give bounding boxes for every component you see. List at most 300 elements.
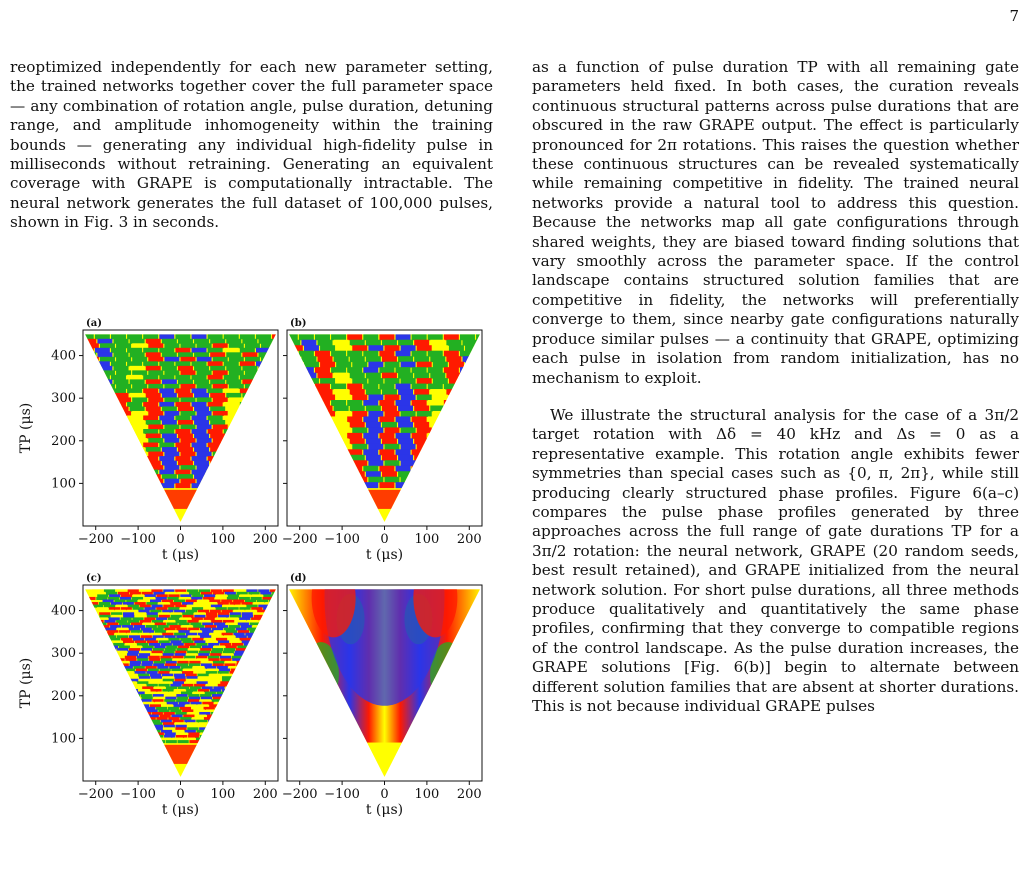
phase-region [194, 474, 209, 479]
phase-region [130, 420, 145, 425]
phase-region [116, 411, 131, 416]
phase-region [229, 343, 244, 348]
phase-region [127, 334, 142, 339]
phase-region [336, 444, 351, 450]
phase-region [481, 362, 496, 368]
phase-region [240, 388, 255, 393]
phase-region [240, 361, 255, 366]
phase-region [304, 411, 319, 417]
phase-region [430, 471, 445, 477]
phase-region [398, 356, 413, 362]
phase-region [259, 434, 274, 439]
phase-region [382, 455, 397, 461]
phase-region [279, 720, 290, 723]
phase-region [267, 656, 278, 659]
phase-region [95, 415, 110, 420]
phase-region [398, 471, 413, 477]
phase-region [240, 692, 251, 695]
phase-region [210, 339, 225, 344]
phase-region [113, 720, 124, 723]
phase-region [273, 630, 284, 633]
phase-region [256, 388, 271, 393]
phase-region [100, 452, 115, 457]
phase-region [320, 477, 335, 483]
phase-region [106, 697, 117, 700]
phase-region [208, 402, 223, 407]
phase-region [91, 679, 102, 682]
phase-region [194, 366, 209, 371]
phase-region [256, 681, 267, 684]
phase-region [127, 361, 142, 366]
phase-region [272, 402, 287, 407]
phase-region [446, 373, 461, 379]
phase-map [79, 334, 292, 524]
phase-region [269, 610, 280, 613]
phase-region [412, 482, 427, 488]
x-axis-label: t (μs) [365, 547, 404, 563]
phase-region [283, 433, 298, 439]
phase-region [164, 384, 179, 389]
phase-region [250, 702, 261, 705]
phase-region [263, 717, 274, 720]
y-tick-label: 200 [51, 433, 76, 449]
phase-region [192, 402, 207, 407]
phase-region [257, 689, 268, 692]
phase-region [131, 702, 142, 705]
phase-region [143, 483, 158, 488]
phase-region [224, 699, 235, 702]
phase-region [213, 452, 228, 457]
phase-region [162, 366, 177, 371]
phase-region [80, 727, 91, 730]
phase-region [259, 694, 270, 697]
phase-region [428, 400, 443, 406]
phase-region [235, 699, 246, 702]
phase-region [91, 676, 102, 679]
phase-region [463, 373, 478, 379]
phase-region [235, 725, 246, 728]
phase-region [192, 334, 207, 339]
phase-region [261, 411, 276, 416]
phase-region [175, 470, 190, 475]
phase-region [132, 707, 143, 710]
phase-region [379, 466, 394, 472]
phase-region [382, 422, 397, 428]
phase-region [253, 684, 264, 687]
phase-region [352, 378, 367, 384]
phase-region [446, 389, 461, 395]
phase-region [79, 429, 94, 434]
phase-region [257, 674, 268, 677]
phase-region [148, 465, 163, 470]
phase-region [242, 434, 257, 439]
phase-region [444, 416, 459, 422]
phase-region [412, 400, 427, 406]
phase-region [130, 339, 145, 344]
phase-region [334, 356, 349, 362]
phase-region [115, 676, 126, 679]
phase-region [283, 416, 298, 422]
phase-region [210, 447, 225, 452]
phase-region [175, 375, 190, 380]
phase-region [181, 370, 196, 375]
phase-region [382, 471, 397, 477]
phase-region [449, 395, 464, 401]
phase-region [109, 707, 120, 710]
phase-region [350, 373, 365, 379]
phase-region [111, 443, 126, 448]
phase-region [229, 465, 244, 470]
phase-region [116, 424, 131, 429]
phase-region [240, 375, 255, 380]
phase-region [208, 730, 219, 733]
phase-region [130, 406, 145, 411]
phase-region [301, 471, 316, 477]
phase-region [414, 455, 429, 461]
phase-region [244, 656, 255, 659]
phase-region [232, 720, 243, 723]
phase-region [240, 348, 255, 353]
phase-region [428, 482, 443, 488]
phase-region [285, 422, 300, 428]
phase-region [224, 388, 239, 393]
phase-region [175, 456, 190, 461]
phase-region [114, 366, 129, 371]
phase-region [417, 411, 432, 417]
phase-region [256, 456, 271, 461]
figure-pulse-phase-profiles [10, 310, 493, 818]
phase-region [460, 449, 475, 455]
phase-region [222, 722, 233, 725]
phase-region [194, 393, 209, 398]
phase-region [175, 415, 190, 420]
phase-region [91, 633, 102, 636]
phase-map [283, 334, 496, 524]
phase-region [229, 424, 244, 429]
phase-region [226, 339, 241, 344]
phase-region [192, 348, 207, 353]
phase-region [259, 699, 270, 702]
phase-region [396, 416, 411, 422]
phase-region [428, 384, 443, 390]
phase-region [256, 720, 267, 723]
phase-region [127, 443, 142, 448]
phase-region [246, 722, 257, 725]
phase-region [350, 422, 365, 428]
phase-region [285, 438, 300, 444]
phase-region [208, 415, 223, 420]
phase-region [258, 679, 269, 682]
phase-region [253, 671, 264, 674]
phase-region [178, 352, 193, 357]
phase-region [446, 356, 461, 362]
phase-region [127, 456, 142, 461]
phase-region [245, 704, 256, 707]
phase-region [95, 483, 110, 488]
phase-region [84, 411, 99, 416]
phase-region [116, 357, 131, 362]
phase-region [127, 429, 142, 434]
phase-region [401, 395, 416, 401]
phase-region [100, 411, 115, 416]
phase-region [143, 415, 158, 420]
phase-region [304, 378, 319, 384]
phase-region [194, 461, 209, 466]
phase-region [347, 367, 362, 373]
phase-region [143, 402, 158, 407]
phase-region [125, 720, 136, 723]
phase-region [82, 661, 93, 664]
phase-region [114, 420, 129, 425]
phase-region [132, 411, 147, 416]
phase-region [264, 625, 275, 628]
phase-region [255, 715, 266, 718]
phase-region [111, 684, 122, 687]
phase-region [242, 339, 257, 344]
phase-region [366, 405, 381, 411]
phase-region [230, 709, 241, 712]
phase-region [265, 671, 276, 674]
phase-region [244, 681, 255, 684]
phase-region [268, 681, 279, 684]
phase-region [164, 479, 179, 484]
phase-region [479, 422, 494, 428]
phase-region [194, 352, 209, 357]
x-tick-label: 0 [176, 787, 185, 802]
phase-region [208, 388, 223, 393]
phase-region [97, 447, 112, 452]
phase-region [130, 352, 145, 357]
x-tick-label: 100 [210, 787, 236, 802]
phase-region [93, 628, 104, 631]
phase-region [258, 653, 269, 656]
phase-region [304, 460, 319, 466]
phase-region [274, 702, 285, 705]
phase-region [132, 370, 147, 375]
phase-region [476, 334, 491, 340]
phase-region [247, 712, 258, 715]
phase-region [318, 455, 333, 461]
phase-region [259, 420, 274, 425]
phase-region [128, 712, 139, 715]
phase-region [266, 615, 277, 618]
phase-region [251, 717, 262, 720]
phase-region [97, 339, 112, 344]
phase-region [258, 722, 269, 725]
phase-region [282, 605, 293, 608]
phase-region [444, 482, 459, 488]
phase-region [430, 373, 445, 379]
phase-region [208, 429, 223, 434]
phase-region [104, 712, 115, 715]
phase-region [128, 725, 139, 728]
phase-region [256, 643, 267, 646]
phase-region [446, 340, 461, 346]
phase-region [224, 415, 239, 420]
phase-region [275, 594, 286, 597]
phase-region [99, 709, 110, 712]
phase-region [192, 456, 207, 461]
phase-region [208, 720, 219, 723]
phase-region [430, 356, 445, 362]
phase-region [98, 692, 109, 695]
phase-region [240, 483, 255, 488]
x-tick-label: 200 [252, 532, 278, 547]
phase-region [181, 479, 196, 484]
phase-region [84, 465, 99, 470]
phase-region [265, 640, 276, 643]
phase-region [189, 740, 200, 743]
phase-region [465, 460, 480, 466]
phase-region [334, 438, 349, 444]
phase-region [197, 465, 212, 470]
phase-region [412, 367, 427, 373]
phase-region [288, 460, 303, 466]
phase-region [265, 709, 276, 712]
phase-region [251, 707, 262, 710]
phase-region [283, 449, 298, 455]
phase-region [382, 373, 397, 379]
phase-region [91, 653, 102, 656]
phase-region [270, 727, 281, 730]
phase-region [162, 434, 177, 439]
x-axis-label: t (μs) [161, 802, 200, 818]
phase-region [320, 395, 335, 401]
phase-region [197, 343, 212, 348]
phase-region [162, 420, 177, 425]
y-tick-label: 200 [51, 688, 76, 704]
phase-region [334, 471, 349, 477]
phase-region [256, 730, 267, 733]
phase-region [130, 434, 145, 439]
phase-region [398, 405, 413, 411]
phase-region [315, 449, 330, 455]
phase-region [463, 389, 478, 395]
phase-region [178, 406, 193, 411]
phase-region [178, 366, 193, 371]
phase-region [382, 438, 397, 444]
phase-region [81, 474, 96, 479]
phase-region [226, 366, 241, 371]
phase-region [444, 384, 459, 390]
phase-region [304, 345, 319, 351]
phase-region [213, 424, 228, 429]
phase-region [277, 370, 292, 375]
phase-region [116, 727, 127, 730]
phase-region [245, 411, 260, 416]
phase-region [414, 389, 429, 395]
phase-region [281, 674, 292, 677]
phase-region [396, 334, 411, 340]
phase-region [93, 648, 104, 651]
phase-region [428, 466, 443, 472]
x-tick-label: 0 [380, 532, 389, 547]
phase-region [256, 402, 271, 407]
phase-region [81, 447, 96, 452]
phase-region [81, 461, 96, 466]
phase-region [304, 477, 319, 483]
phase-region [245, 384, 260, 389]
phase-region [350, 438, 365, 444]
phase-region [194, 434, 209, 439]
phase-region [181, 343, 196, 348]
phase-region [213, 357, 228, 362]
phase-region [245, 397, 260, 402]
phase-region [237, 661, 248, 664]
phase-region [249, 646, 260, 649]
phase-region [94, 663, 105, 666]
phase-region [446, 471, 461, 477]
phase-region [363, 367, 378, 373]
phase-region [159, 348, 174, 353]
phase-region [263, 617, 274, 620]
phase-region [444, 449, 459, 455]
phase-region [368, 411, 383, 417]
phase-region [162, 352, 177, 357]
phase-region [208, 443, 223, 448]
phase-region [100, 357, 115, 362]
phase-region [105, 648, 116, 651]
phase-region [208, 738, 219, 741]
phase-region [334, 455, 349, 461]
phase-region [334, 340, 349, 346]
x-tick-label: 200 [252, 787, 278, 802]
phase-region [261, 740, 272, 743]
phase-region [283, 466, 298, 472]
phase-region [164, 438, 179, 443]
phase-region [414, 438, 429, 444]
phase-region [271, 735, 282, 738]
phase-region [272, 443, 287, 448]
phase-region [143, 361, 158, 366]
phase-region [272, 334, 287, 339]
phase-region [268, 730, 279, 733]
phase-region [81, 434, 96, 439]
phase-region [124, 715, 135, 718]
y-axis-label: TP (μs) [18, 657, 34, 709]
phase-region [246, 679, 257, 682]
phase-region [331, 433, 346, 439]
phase-region [130, 697, 141, 700]
phase-region [350, 471, 365, 477]
phase-region [270, 605, 281, 608]
phase-region [213, 370, 228, 375]
phase-region [89, 720, 100, 723]
phase-region [111, 388, 126, 393]
phase-region [242, 474, 257, 479]
phase-region [132, 384, 147, 389]
phase-region [417, 444, 432, 450]
phase-region [99, 640, 110, 643]
phase-region [226, 379, 241, 384]
phase-region [85, 617, 96, 620]
phase-region [192, 483, 207, 488]
phase-region [347, 334, 362, 340]
phase-region [385, 395, 400, 401]
phase-region [97, 352, 112, 357]
phase-region [83, 745, 278, 764]
phase-region [106, 661, 117, 664]
phase-region [347, 449, 362, 455]
phase-region [154, 740, 165, 743]
phase-region [83, 630, 94, 633]
phase-region [116, 397, 131, 402]
phase-region [264, 666, 275, 669]
phase-region [81, 420, 96, 425]
phase-region [81, 379, 96, 384]
phase-region [143, 456, 158, 461]
phase-region [280, 681, 291, 684]
